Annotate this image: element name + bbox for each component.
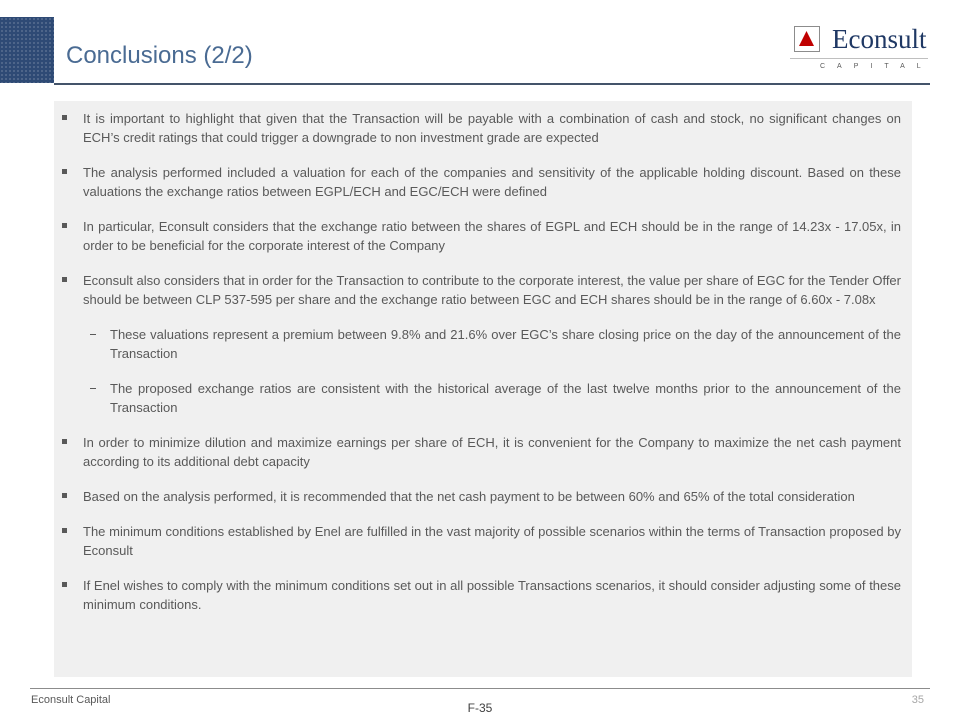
bullet-text: Econsult also considers that in order for the Transaction to contribute to the corporate interest, the value per share of EGC for the Tender Offer should be between CLP 537-595 per share and the exchange ratio between EGC and ECH shares should be in the range of 6.60x - 7.08x [83,273,901,307]
page-title: Conclusions (2/2) [66,42,253,69]
footer-divider [30,688,930,689]
logo-divider [790,58,928,59]
bullet-item [54,522,912,560]
content-panel [54,101,912,677]
square-bullet-icon [62,169,67,174]
bullet-item [54,217,912,255]
square-bullet-icon [62,528,67,533]
bullet-item [54,576,912,614]
square-bullet-icon [62,277,67,282]
square-bullet-icon [62,115,67,120]
sub-bullet-item [54,379,912,417]
bullet-text: The analysis performed included a valuation for each of the companies and sensitivity of the applicable holding discount. Based on these valuations the exchange ratios between EGPL/ECH and EGC/ECH were defined [83,165,901,199]
bullet-text: Based on the analysis performed, it is recommended that the net cash payment to be between 60% and 65% of the total consideration [83,489,855,504]
bullet-item [54,163,912,201]
bullet-item [54,487,912,506]
square-bullet-icon [62,439,67,444]
footer-company: Econsult Capital [31,694,111,706]
bullet-text: In order to minimize dilution and maximize earnings per share of ECH, it is convenient for the Company to maximize the net cash payment according to its additional debt capacity [83,435,901,469]
sub-bullet-item [54,325,912,363]
bullet-list [54,109,912,630]
bullet-item [54,271,912,309]
bullet-text: These valuations represent a premium between 9.8% and 21.6% over EGC’s share closing price on the day of the announcement of the Transaction [110,327,901,361]
page-number: 35 [911,694,924,706]
header-divider [54,83,930,85]
dash-marker-icon [90,334,96,335]
logo-triangle-icon [794,26,820,52]
logo-wordmark: Econsult [832,24,927,54]
square-bullet-icon [62,493,67,498]
footer-page-code: F-35 [467,701,493,715]
logo-subtitle: CAPITAL [820,63,933,70]
bullet-item [54,433,912,471]
bullet-item [54,109,912,147]
bullet-text: The proposed exchange ratios are consistent with the historical average of the last twelve months prior to the announcement of the Transaction [110,381,901,415]
bullet-text: The minimum conditions established by Enel are fulfilled in the vast majority of possible scenarios within the terms of Transaction proposed by Econsult [83,524,901,558]
corner-block [0,17,54,83]
dash-marker-icon [90,388,96,389]
bullet-text: In particular, Econsult considers that the exchange ratio between the shares of EGPL and ECH should be in the range of 14.23x - 17.05x, in order to be beneficial for the corporate interest of the Company [83,219,901,253]
square-bullet-icon [62,582,67,587]
econsult-logo [788,24,933,76]
bullet-text: If Enel wishes to comply with the minimum conditions set out in all possible Transactions scenarios, it should consider adjusting some of these minimum conditions. [83,578,901,612]
bullet-text: It is important to highlight that given that the Transaction will be payable with a combination of cash and stock, no significant changes on ECH’s credit ratings that could trigger a downgrade to non investment grade are expected [83,111,901,145]
square-bullet-icon [62,223,67,228]
